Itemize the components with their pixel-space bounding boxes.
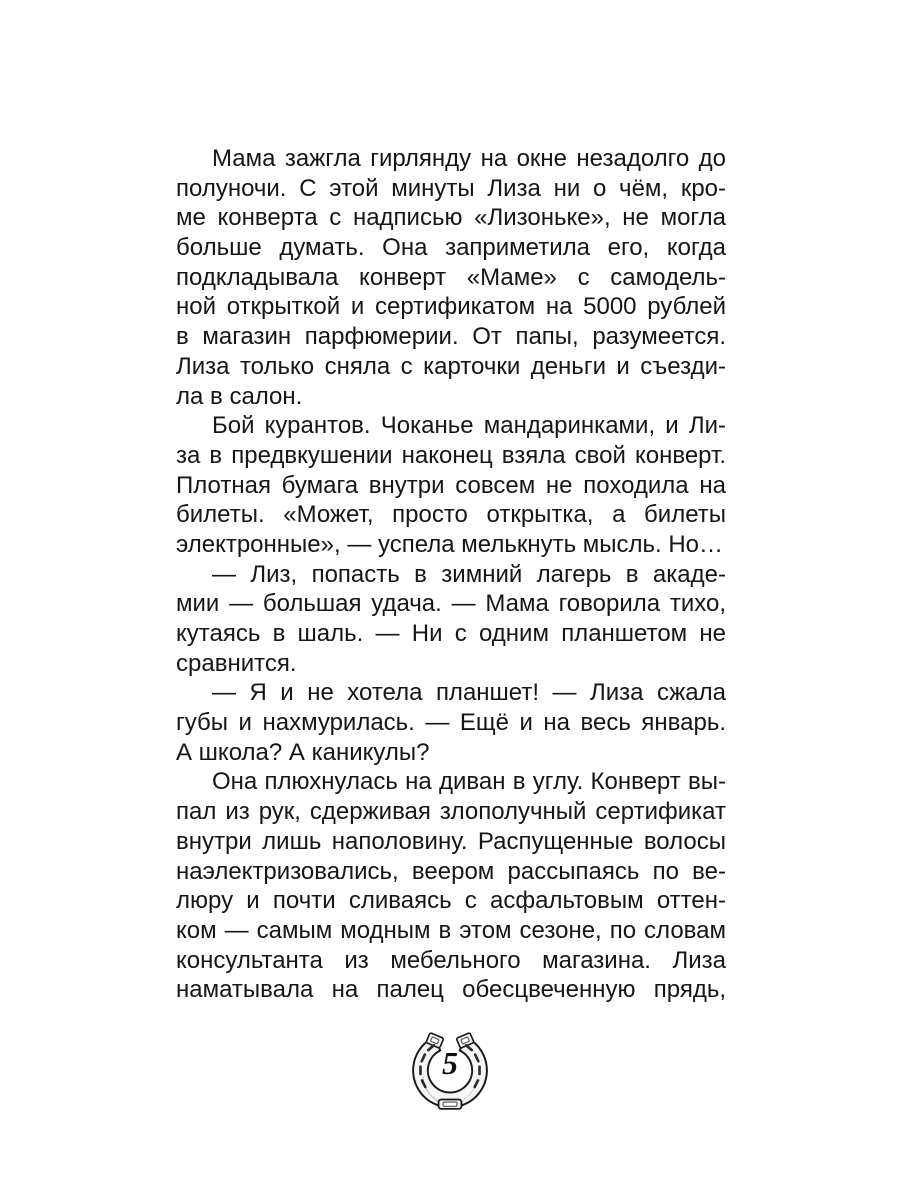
text-line: подкладывала конверт «Маме» с самодель- [176,263,726,291]
text-line: А школа? А каникулы? [176,738,430,766]
text-line: люру и почти сливаясь с асфальтовым оттен- [176,887,726,915]
page-number-ornament [409,1026,491,1118]
text-line: консультанта из мебельного магазина. Лиза [176,946,726,974]
text-line: сравнится. [176,649,297,677]
text-line: билеты. «Может, просто открытка, а билеты [176,501,726,529]
page-number: 5 [442,1045,458,1081]
text-line: Мама зажгла гирлянду на окне незадолго до [212,145,726,172]
paragraph [176,144,726,411]
text-line: в магазин парфюмерии. От папы, разумеется. [176,323,726,351]
text-line: наэлектризовались, веером рассыпаясь по ве- [176,857,726,885]
text-line: ной открыткой и сертификатом на 5000 рублей [176,293,726,321]
text-line: за в предвкушении наконец взяла свой конверт. [176,441,726,469]
text-line: электронные», — успела мелькнуть мысль. Но… [176,530,724,558]
paragraph [176,767,726,1005]
paragraph [176,678,726,767]
text-line: ме конверта с надписью «Лизоньке», не могла [176,204,726,232]
page-text [176,144,726,1005]
paragraph [176,411,726,559]
text-line: — Я и не хотела планшет! — Лиза сжала [212,679,726,707]
text-line: кутаясь в шаль. — Ни с одним планшетом не [176,620,726,647]
text-line: наматывала на палец обесцвеченную прядь, [176,976,726,1004]
text-line: мии — большая удача. — Мама говорила тихо, [176,590,726,618]
text-line: губы и нахмурилась. — Ещё и на весь январь. [176,709,726,737]
paragraph [176,560,726,679]
text-line: больше думать. Она заприметила его, когда [176,234,726,262]
text-line: ком — самым модным в этом сезоне, по словам [176,916,726,944]
page-footer [0,1026,900,1118]
text-line: Лиза только сняла с карточки деньги и съезди- [176,352,726,380]
text-line: Она плюхнулась на диван в углу. Конверт вы- [212,768,726,796]
text-line: пал из рук, сдерживая злополучный сертификат [176,798,726,826]
text-line: — Лиз, попасть в зимний лагерь в акаде- [212,560,726,588]
text-line: Плотная бумага внутри совсем не походила на [176,471,726,499]
text-line: Бой курантов. Чоканье мандаринками, и Ли- [212,412,726,440]
text-line: ла в салон. [176,382,303,410]
text-line: полуночи. С этой минуты Лиза ни о чём, кро- [176,174,726,202]
text-line: внутри лишь наполовину. Распущенные волосы [176,827,726,855]
